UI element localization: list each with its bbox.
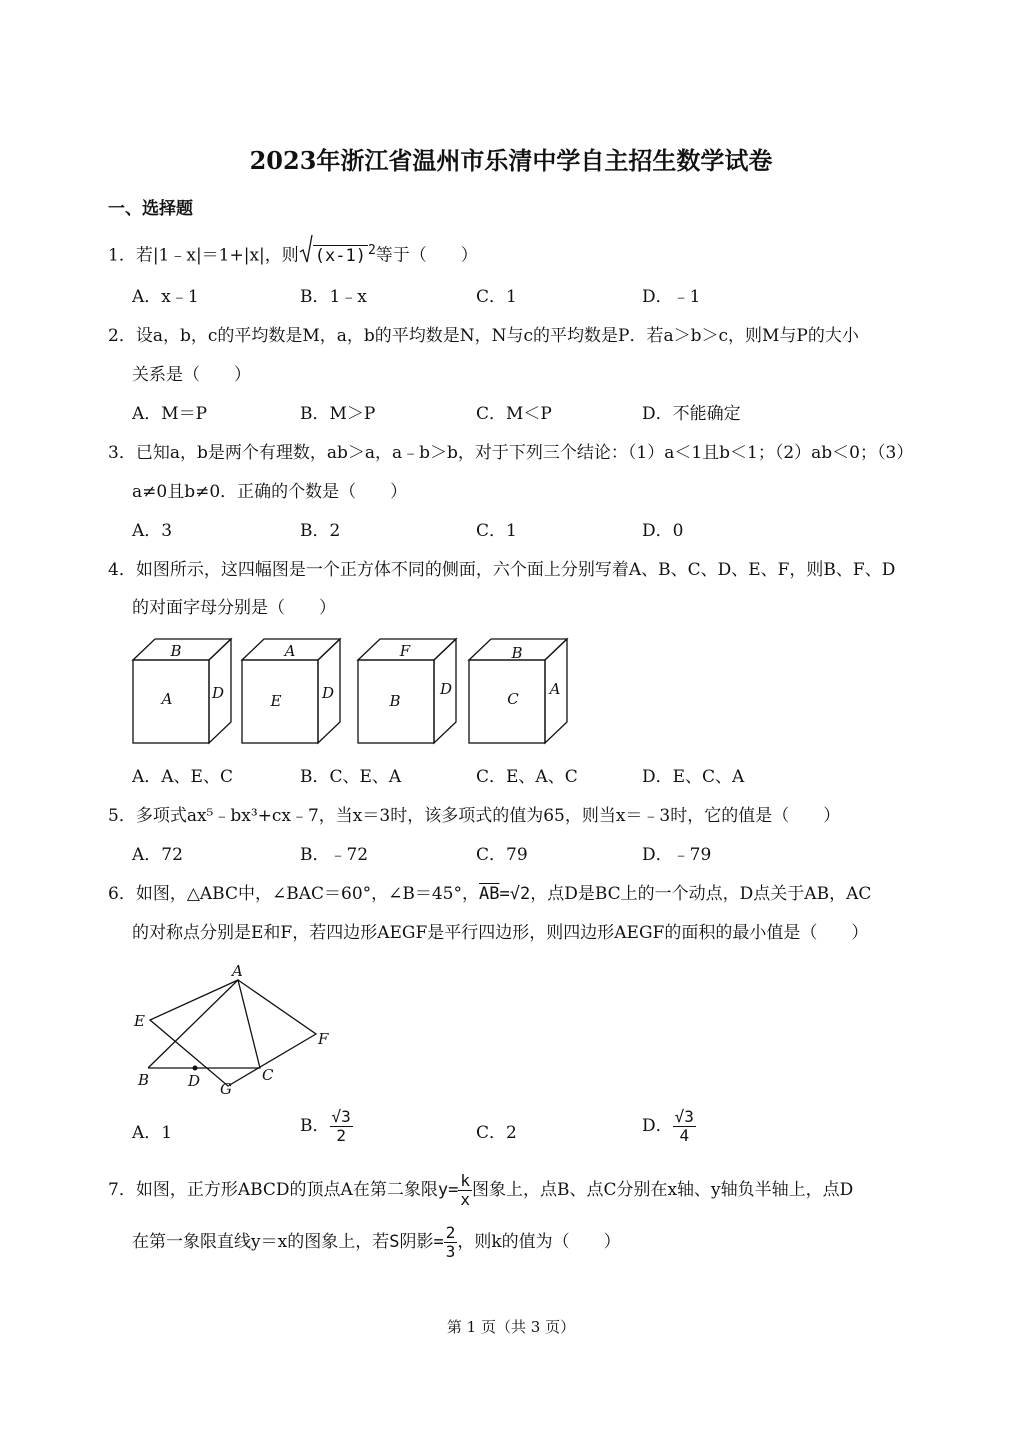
q7-y-eq: y= xyxy=(437,1180,459,1200)
q2-line1: 2．设a，b，c的平均数是M，a，b的平均数是N，N与c的平均数是P．若a＞b＞c，则M与P的大小 xyxy=(108,326,859,346)
q6-line1-b: ，点D是BC上的一个动点，D点关于AB，AC xyxy=(530,884,872,904)
q3-option-a: A．3 xyxy=(132,521,173,541)
q7-line2-a: 在第一象限直线y＝x的图象上，若 xyxy=(132,1232,390,1252)
point-g-label: G xyxy=(220,1080,232,1098)
q1-option-b: B．1﹣x xyxy=(300,287,367,307)
cube-1-front-label: A xyxy=(161,690,173,708)
q1-text-a: 1．若|1﹣x|＝1+|x|，则 xyxy=(108,245,299,266)
q4-option-d: D．E、C、A xyxy=(642,767,745,787)
fraction-denominator: 4 xyxy=(679,1126,690,1145)
q6-ab-value: =√2 xyxy=(499,884,531,904)
q4-option-a: A．A、E、C xyxy=(132,767,233,787)
point-d-label: D xyxy=(188,1072,201,1090)
q7-line2-b: ，则k的值为（ ） xyxy=(457,1232,621,1252)
point-b-label: B xyxy=(138,1071,150,1089)
q6-option-d-prefix: D． xyxy=(642,1116,673,1136)
q1-text-b: 等于（ ） xyxy=(375,245,478,266)
fraction-denominator: 3 xyxy=(445,1242,456,1261)
q2-option-d: D．不能确定 xyxy=(642,404,741,424)
cube-2-front-label: E xyxy=(270,692,282,710)
q3-option-b: B．2 xyxy=(300,521,341,541)
q6-triangle-figure xyxy=(128,958,338,1098)
q5-option-a: A．72 xyxy=(132,845,183,865)
fraction-numerator: √3 xyxy=(331,1107,351,1126)
q6-ab-segment: $\overline{AB}$ xyxy=(479,884,500,904)
q7-line2 xyxy=(132,1224,621,1261)
q5-option-b: B．﹣72 xyxy=(300,845,369,865)
q6-option-d xyxy=(642,1108,696,1145)
q6-line1 xyxy=(108,883,871,905)
cube-2-top-label: A xyxy=(284,642,296,660)
q5-text: 5．多项式ax⁵﹣bx³+cx﹣7，当x＝3时，该多项式的值为65，则当x＝﹣3时，它的值是（ ） xyxy=(108,806,841,826)
q6-line1-a: 6．如图，△ABC中，∠BAC＝60°，∠B＝45°， xyxy=(108,884,480,904)
q4-line2: 的对面字母分别是（ ） xyxy=(132,598,336,618)
q6-option-b-prefix: B． xyxy=(300,1116,330,1136)
page-title: 2023年浙江省温州市乐清中学自主招生数学试卷 xyxy=(249,146,773,175)
q3-line1: 3．已知a，b是两个有理数，ab＞a，a﹣b＞b，对于下列三个结论：（1）a＜1且b＜1；（2）ab＜0；（3） xyxy=(108,443,914,463)
cube-3-top-label: F xyxy=(399,642,411,660)
cube-3-side-label: D xyxy=(439,680,453,698)
q6-option-b-fraction xyxy=(330,1108,353,1145)
cube-3-front-label: B xyxy=(389,692,401,710)
q4-option-b: B．C、E、A xyxy=(300,767,402,787)
q6-line2: 的对称点分别是E和F，若四边形AEGF是平行四边形，则四边形AEGF的面积的最小值是（ ） xyxy=(132,923,869,943)
cube-1-side-label: D xyxy=(211,684,225,702)
q7-s-fraction xyxy=(444,1224,458,1261)
q2-line2: 关系是（ ） xyxy=(132,365,251,385)
q7-line1-a: 7．如图，正方形ABCD的顶点A在第二象限 xyxy=(108,1180,438,1200)
point-e-label: E xyxy=(134,1012,145,1030)
cube-1 xyxy=(133,639,231,743)
q4-line1: 4．如图所示，这四幅图是一个正方体不同的侧面，六个面上分别写着A、B、C、D、E、F，则B、F、D xyxy=(108,560,896,580)
point-f-label: F xyxy=(318,1030,329,1048)
radical-sign-icon xyxy=(299,234,313,264)
cube-2-side-label: D xyxy=(321,684,335,702)
q1-power: 2 xyxy=(367,243,376,258)
q3-option-c: C．1 xyxy=(476,521,517,541)
point-a-label: A xyxy=(232,962,243,980)
q2-option-a: A．M＝P xyxy=(132,404,208,424)
cube-1-top-label: B xyxy=(170,642,182,660)
q7-line1-b: 图象上，点B、点C分别在x轴、y轴负半轴上，点D xyxy=(471,1180,854,1200)
question-1 xyxy=(108,240,478,267)
cube-4-top-label: B xyxy=(511,644,523,662)
q6-option-b xyxy=(300,1108,353,1145)
cube-4-side-label: A xyxy=(549,680,561,698)
q6-option-c: C．2 xyxy=(476,1123,517,1143)
q7-s-label: S阴影= xyxy=(389,1232,444,1252)
q1-option-d: D．﹣1 xyxy=(642,287,701,307)
q6-option-d-fraction xyxy=(673,1108,696,1145)
q1-radical xyxy=(299,240,376,267)
q3-option-d: D．0 xyxy=(642,521,684,541)
q5-option-c: C．79 xyxy=(476,845,528,865)
cube-3 xyxy=(358,639,456,743)
q6-option-a: A．1 xyxy=(132,1123,173,1143)
cube-4-front-label: C xyxy=(507,690,519,708)
section-heading: 一、选择题 xyxy=(108,199,193,219)
q2-option-b: B．M＞P xyxy=(300,404,376,424)
point-c-label: C xyxy=(262,1066,274,1084)
fraction-denominator: 2 xyxy=(336,1126,346,1145)
cube-figures xyxy=(120,632,580,752)
fraction-numerator: 2 xyxy=(445,1223,456,1242)
q7-k-fraction xyxy=(458,1172,472,1209)
cube-4 xyxy=(469,639,567,743)
q3-line2: a≠0且b≠0．正确的个数是（ ） xyxy=(132,482,408,502)
q4-option-c: C．E、A、C xyxy=(476,767,578,787)
q7-line1 xyxy=(108,1172,853,1209)
q2-option-c: C．M＜P xyxy=(476,404,552,424)
page-footer: 第 1 页（共 3 页） xyxy=(446,1318,576,1336)
q1-option-c: C．1 xyxy=(476,287,517,307)
fraction-denominator: x xyxy=(460,1190,470,1209)
q1-radicand: (x-1) xyxy=(314,245,366,266)
cube-2 xyxy=(242,639,340,743)
q1-option-a: A．x﹣1 xyxy=(132,287,199,307)
q5-option-d: D．﹣79 xyxy=(642,845,712,865)
fraction-numerator: k xyxy=(460,1171,470,1190)
fraction-numerator: √3 xyxy=(674,1107,694,1126)
